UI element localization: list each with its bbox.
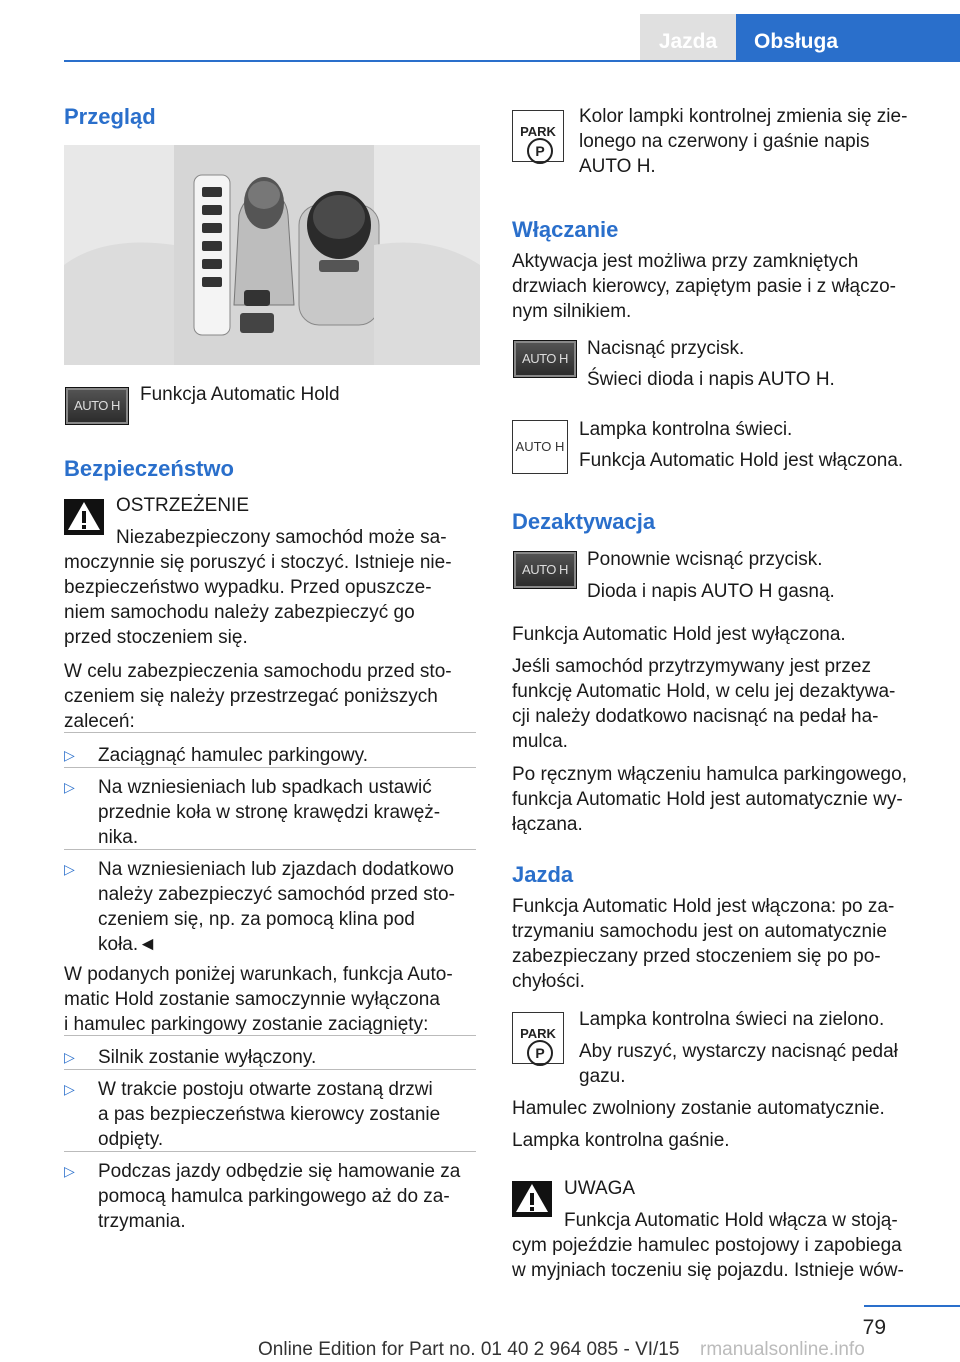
text-line: cym pojeździe hamulec postojowy i zapobiega xyxy=(512,1235,902,1256)
bullet-icon: ▷ xyxy=(64,1049,75,1065)
text-line: Aktywacja jest możliwa przy zamkniętych xyxy=(512,251,859,272)
bullet-icon: ▷ xyxy=(64,861,75,877)
step-text: Nacisnąć przycisk. xyxy=(587,338,745,359)
warning-line: przed stoczeniem się. xyxy=(64,627,248,648)
text-line: Funkcja Automatic Hold jest wyłączona. xyxy=(512,624,846,645)
edition-line: Online Edition for Part no. 01 40 2 964 085 - VI/15 xyxy=(258,1339,680,1360)
list-separator xyxy=(64,732,476,733)
warning-line: bezpieczeństwo wypadku. Przed opuszcze- xyxy=(64,577,432,598)
list-separator xyxy=(64,767,476,768)
step-text: Dioda i napis AUTO H gasną. xyxy=(587,581,835,602)
watermark: rmanualsonline.info xyxy=(700,1339,865,1360)
text-line: funkcja Automatic Hold jest automatycznie wy- xyxy=(512,789,903,810)
text-line: trzymaniu samochodu jest on automatycznie xyxy=(512,921,887,942)
console-photo xyxy=(64,145,480,365)
auto-h-button-icon: AUTO H xyxy=(65,387,129,425)
text-line: funkcję Automatic Hold, w celu jej dezaktywa- xyxy=(512,681,896,702)
heading-safety: Bezpieczeństwo xyxy=(64,456,234,481)
center-console-illustration xyxy=(64,145,480,365)
text-line: zabezpieczany przed stoczeniem się po po- xyxy=(512,946,881,967)
warning-icon xyxy=(64,499,104,535)
auto-h-button-icon: AUTO H xyxy=(513,551,577,589)
list-item: ▷ Podczas jazdy odbędzie się hamowanie za pomocą hamulca parkingowego aż do za- trzymania. xyxy=(64,1161,461,1232)
text-line: Po ręcznym włączeniu hamulca parkingowego, xyxy=(512,764,907,785)
text-line: drzwiach kierowcy, zapiętym pasie i z włączo- xyxy=(512,276,896,297)
text-line: Jeśli samochód przytrzymywany jest przez xyxy=(512,656,871,677)
warning-title: OSTRZEŻENIE xyxy=(116,495,250,516)
text-line: Hamulec zwolniony zostanie automatycznie. xyxy=(512,1098,885,1119)
list-item: ▷ Silnik zostanie wyłączony. xyxy=(64,1047,317,1068)
heading-activation: Włączanie xyxy=(512,217,619,242)
heading-overview: Przegląd xyxy=(64,104,156,129)
list-separator xyxy=(64,849,476,850)
auto-h-button-icon: AUTO H xyxy=(513,340,577,378)
text-line: nym silnikiem. xyxy=(512,301,632,322)
text-line: Lampka kontrolna świeci na zielono. xyxy=(579,1009,885,1030)
note-title: UWAGA xyxy=(564,1178,636,1199)
step-text: Świeci dioda i napis AUTO H. xyxy=(587,369,835,390)
list-separator xyxy=(64,1069,476,1070)
text-line: Lampka kontrolna świeci. xyxy=(579,419,793,440)
text-line: gazu. xyxy=(579,1066,626,1087)
paragraph-line: matic Hold zostanie samoczynnie wyłączona xyxy=(64,989,440,1010)
text-line: cji należy dodatkowo nacisnąć na pedał ha- xyxy=(512,706,879,727)
auto-h-lamp-icon: AUTO H xyxy=(512,420,568,474)
heading-driving: Jazda xyxy=(512,862,574,887)
list-separator xyxy=(64,1151,476,1152)
header-tab-chapter: Obsługa xyxy=(736,14,960,60)
text-line: Aby ruszyć, wystarczy nacisnąć pedał xyxy=(579,1041,898,1062)
text-line: Lampka kontrolna gaśnie. xyxy=(512,1130,730,1151)
paragraph-line: W celu zabezpieczenia samochodu przed sto- xyxy=(64,661,452,682)
bullet-icon: ▷ xyxy=(64,779,75,795)
list-item: ▷ Na wzniesieniach lub zjazdach dodatkowo należy zabezpieczyć samochód przed sto- czeniem się, np. za pomocą klina pod koła.◄ xyxy=(64,859,455,955)
text-line: chyłości. xyxy=(512,971,585,992)
paragraph-line: zaleceń: xyxy=(64,711,135,732)
text-line: w myjniach toczeniu się pojazdu. Istnieje wów- xyxy=(512,1260,904,1281)
text-line: AUTO H. xyxy=(579,156,656,177)
text-line: mulca. xyxy=(512,731,568,752)
page-number: 79 xyxy=(862,1316,886,1339)
bullet-icon: ▷ xyxy=(64,1163,75,1179)
text-line: Funkcja Automatic Hold jest włączona. xyxy=(579,450,904,471)
text-line: Funkcja Automatic Hold jest włączona: po za- xyxy=(512,896,895,917)
heading-deactivation: Dezaktywacja xyxy=(512,509,656,534)
paragraph-line: czeniem się należy przestrzegać poniższych xyxy=(64,686,438,707)
header-rule xyxy=(64,60,960,62)
warning-line: Niezabezpieczony samochód może sa- xyxy=(116,527,447,548)
paragraph-line: W podanych poniżej warunkach, funkcja Auto- xyxy=(64,964,453,985)
park-lamp-icon: PARK P xyxy=(512,1012,564,1064)
paragraph-line: i hamulec parkingowy zostanie zaciągnięty: xyxy=(64,1014,429,1035)
warning-line: niem samochodu należy zabezpieczyć go xyxy=(64,602,415,623)
text-line: Kolor lampki kontrolnej zmienia się zie- xyxy=(579,106,908,127)
caption-function: Funkcja Automatic Hold xyxy=(140,384,340,405)
warning-icon xyxy=(512,1181,552,1217)
footer-rule xyxy=(864,1305,960,1307)
warning-line: moczynnie się poruszyć i stoczyć. Istnieje nie- xyxy=(64,552,452,573)
bullet-icon: ▷ xyxy=(64,1081,75,1097)
step-text: Ponownie wcisnąć przycisk. xyxy=(587,549,823,570)
header-tab-section: Jazda xyxy=(640,14,736,60)
text-line: lonego na czerwony i gaśnie napis xyxy=(579,131,870,152)
list-separator xyxy=(64,1035,476,1036)
list-item: ▷ W trakcie postoju otwarte zostaną drzwi a pas bezpieczeństwa kierowcy zostanie odpięty. xyxy=(64,1079,441,1150)
text-line: Funkcja Automatic Hold włącza w stoją- xyxy=(564,1210,898,1231)
park-lamp-icon: PARK P xyxy=(512,110,564,162)
text-line: łączana. xyxy=(512,814,583,835)
bullet-icon: ▷ xyxy=(64,747,75,763)
list-item: ▷ Na wzniesieniach lub spadkach ustawić przednie koła w stronę krawędzi krawęż- nika. xyxy=(64,777,441,848)
list-item: ▷ Zaciągnąć hamulec parkingowy. xyxy=(64,745,369,766)
